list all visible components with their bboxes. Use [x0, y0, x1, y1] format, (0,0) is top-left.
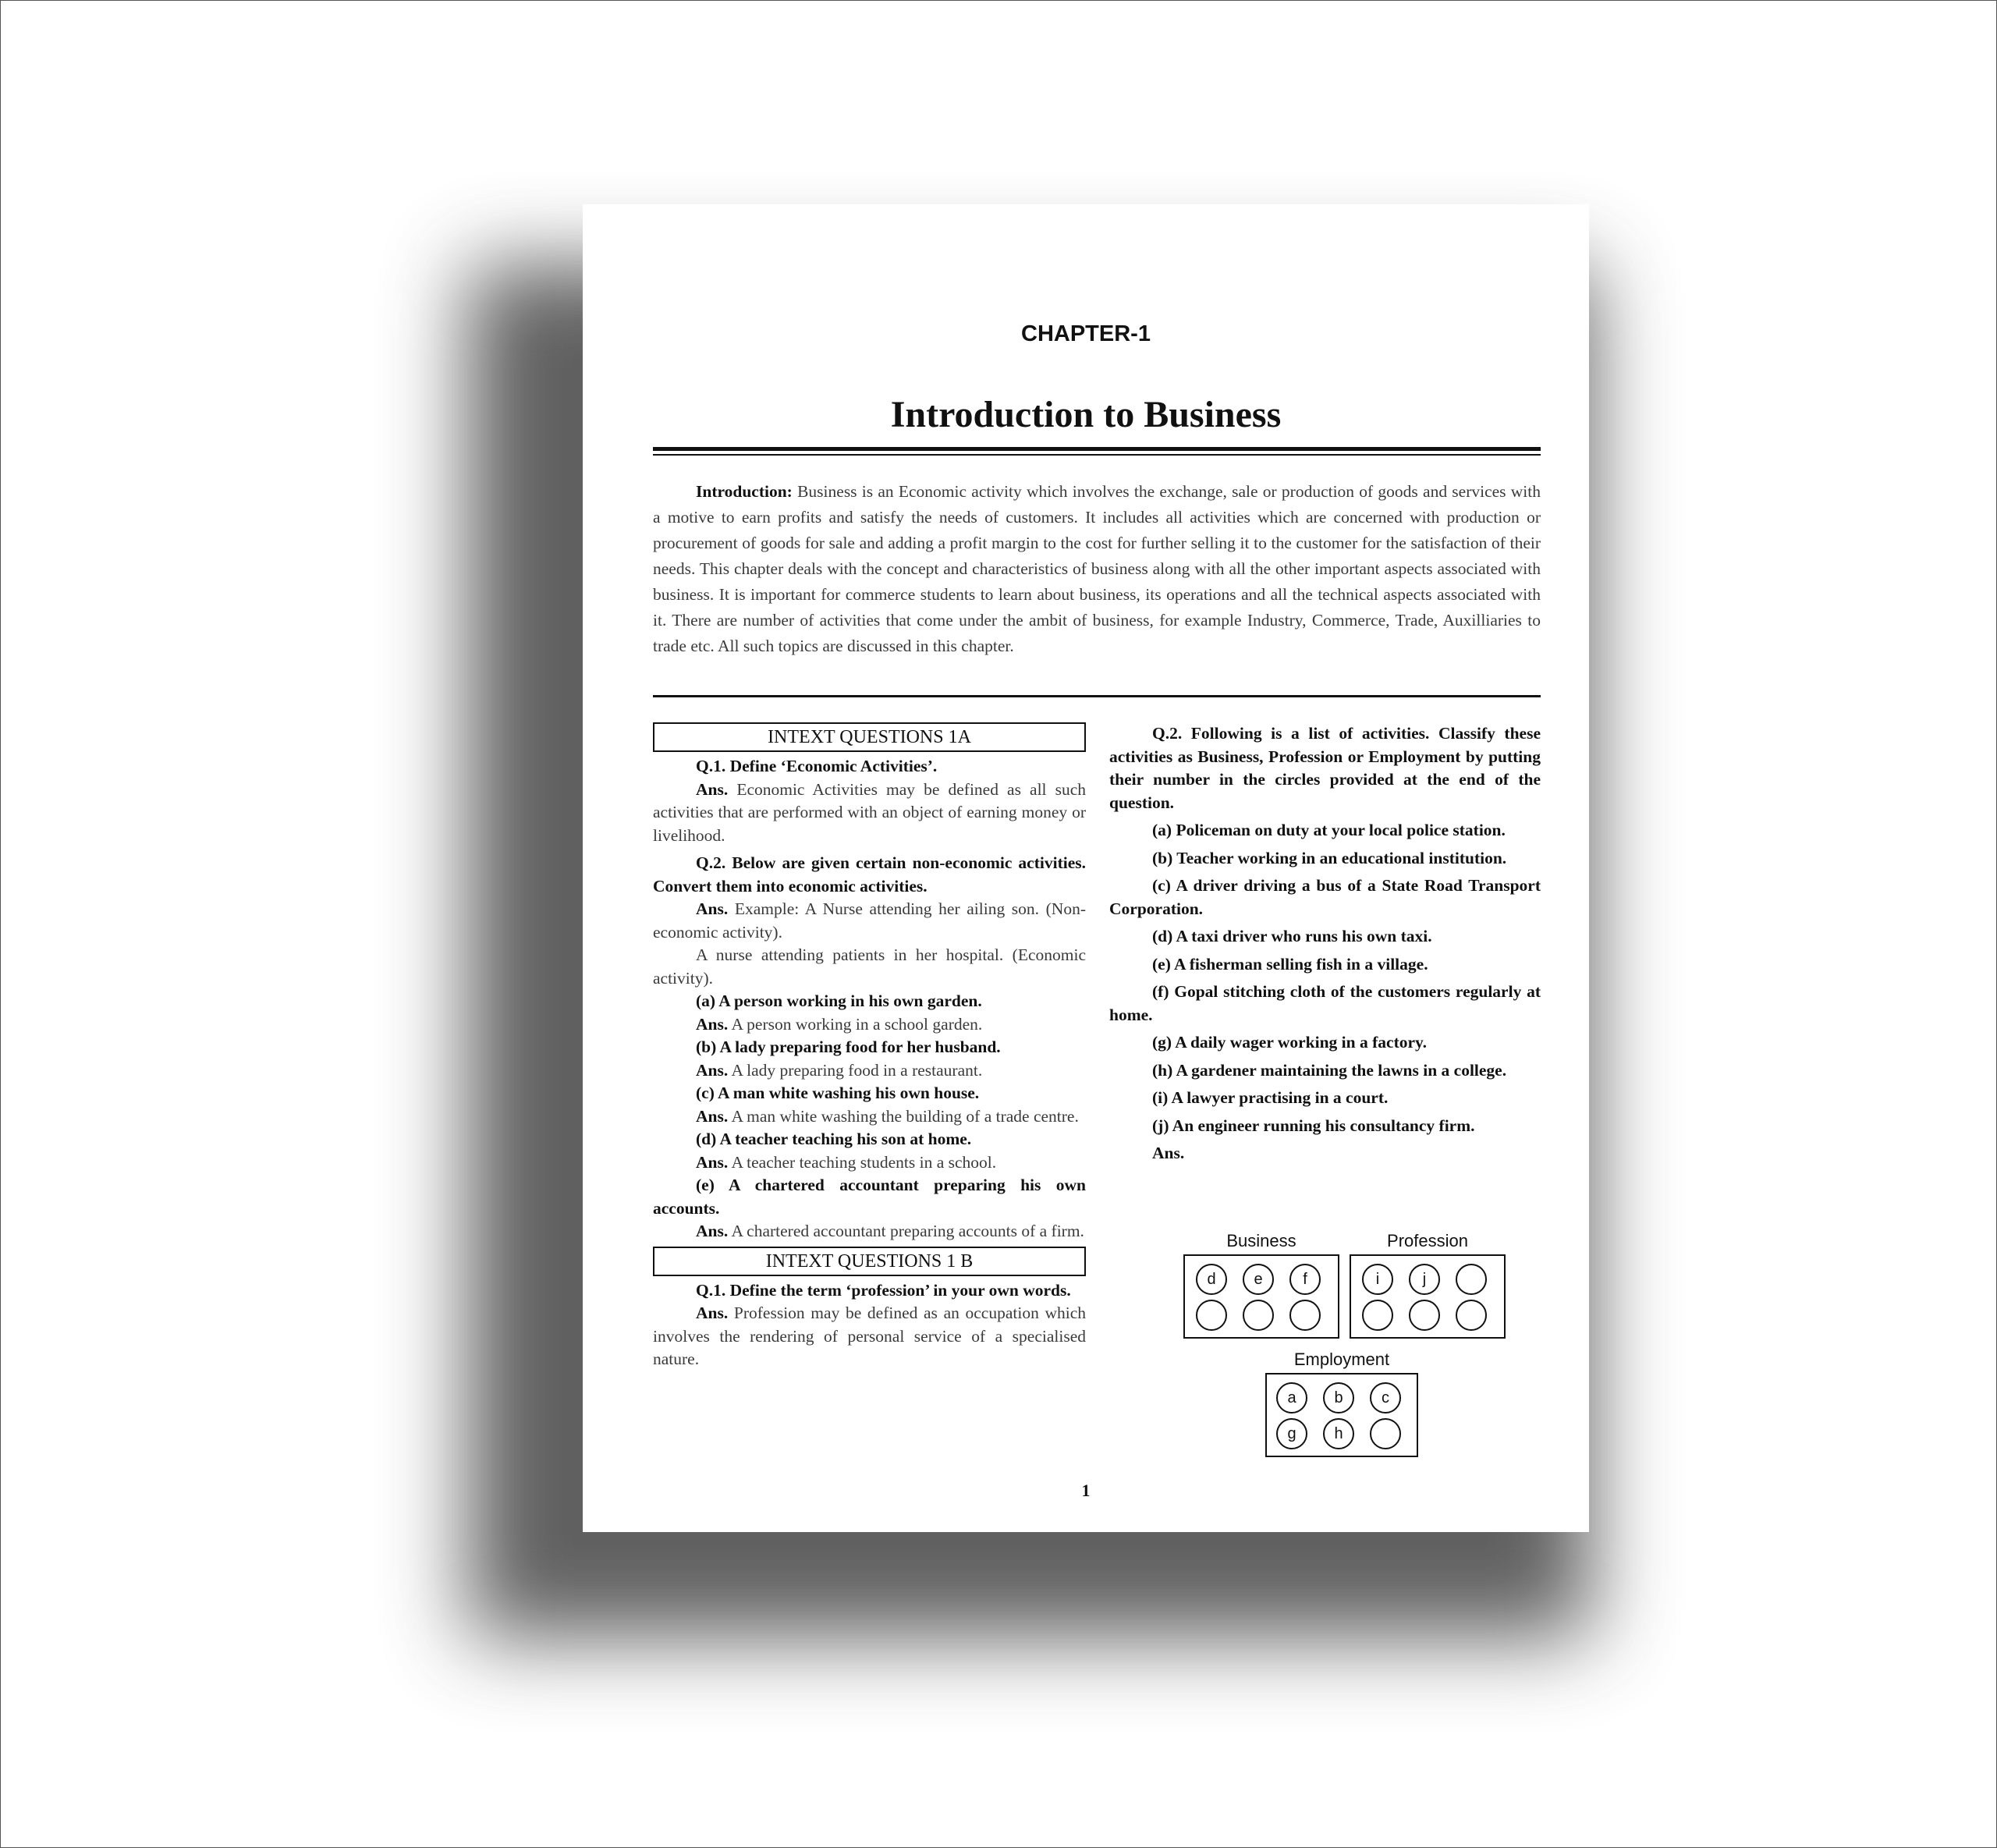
intro-paragraph — [653, 479, 1541, 659]
ans-label: Ans. — [696, 899, 729, 918]
item-question: (c) A man white washing his own house. — [696, 1084, 980, 1102]
answer-circle: h — [1323, 1418, 1354, 1449]
question-1a-1: Q.1. Define ‘Economic Activities’. — [696, 757, 938, 775]
answer-text: A lady preparing food in a restaurant. — [731, 1060, 983, 1080]
activity-item: (a) Policeman on duty at your local police station. — [1152, 821, 1506, 839]
ans-label: Ans. — [696, 1014, 729, 1034]
answer-text: A person working in a school garden. — [731, 1014, 983, 1034]
answer-circle: b — [1323, 1382, 1354, 1413]
answer-label: Ans. — [1152, 1144, 1185, 1162]
title-rule-thick — [653, 447, 1541, 451]
answer-text: Example: A Nurse attending her ailing son. (Non-economic activity). — [653, 899, 1086, 942]
question-classify: Q.2. Following is a list of activities. Classify these activities as Business, Profession or Employment by putting their number in the circles provided at the end of the question. — [1109, 724, 1541, 812]
item-question: (b) A lady preparing food for her husband. — [696, 1038, 1001, 1056]
employment-box — [1265, 1373, 1418, 1457]
activity-item: (g) A daily wager working in a factory. — [1152, 1033, 1427, 1052]
item-answer — [653, 1105, 1086, 1129]
item-answer — [653, 1059, 1086, 1083]
activity-item: (e) A fisherman selling fish in a village. — [1152, 954, 1428, 974]
activity-item: (b) Teacher working in an educational institution. — [1152, 848, 1507, 867]
section-heading-1a: INTEXT QUESTIONS 1A — [653, 722, 1086, 752]
business-label: Business — [1226, 1231, 1296, 1250]
answer-circle — [1409, 1300, 1440, 1331]
activity-item: (h) A gardener maintaining the lawns in a college. — [1152, 1060, 1507, 1080]
item-question: (e) A chartered accountant preparing his own accounts. — [653, 1176, 1086, 1218]
ans-label: Ans. — [696, 1304, 729, 1322]
answer-circle: f — [1289, 1264, 1321, 1295]
ans-label: Ans. — [696, 1152, 729, 1172]
item-answer — [653, 1013, 1086, 1037]
employment-label: Employment — [1293, 1350, 1390, 1369]
answer-circle: d — [1196, 1264, 1227, 1295]
intro-lead: Introduction: — [696, 482, 793, 501]
question-1b-1: Q.1. Define the term ‘profession’ in your own words. — [696, 1280, 1071, 1300]
answer-1a-1 — [653, 779, 1086, 848]
chapter-title: Introduction to Business — [890, 394, 1282, 435]
ans-label: Ans. — [696, 1106, 729, 1126]
business-box — [1183, 1254, 1339, 1339]
item-answer — [653, 1151, 1086, 1175]
left-column — [653, 722, 1086, 1371]
book-page — [583, 204, 1589, 1532]
answer-circle: a — [1276, 1382, 1307, 1413]
answer-circle — [1196, 1300, 1227, 1331]
answer-text: A chartered accountant preparing accounts of a firm. — [731, 1222, 1084, 1240]
answer-circle — [1456, 1264, 1487, 1295]
answer-circle — [1289, 1300, 1321, 1331]
activity-item: (d) A taxi driver who runs his own taxi. — [1152, 927, 1432, 945]
answer-circle — [1370, 1418, 1401, 1449]
intro-text: Business is an Economic activity which involves the exchange, sale or production of goods and services with a motive to earn profits and satisfy the needs of customers. It includes all activities which are concerned with production or procurement of goods for sale and adding a profit margin to the cost for further selling it to the customer for the satisfaction of their needs. This chapter deals with the concept and characteristics of business along with all the other important aspects associated with business. It is important for commerce students to learn about business, its operations and all the technical aspects associated with it. There are number of activities that come under the ambit of business, for example Industry, Commerce, Trade, Auxilliaries to trade etc. All such topics are discussed in this chapter. — [653, 482, 1541, 655]
title-rule-thin — [653, 454, 1541, 456]
answer-circle: j — [1409, 1264, 1440, 1295]
answer-circle: e — [1243, 1264, 1274, 1295]
answer-text: A teacher teaching students in a school. — [731, 1152, 997, 1172]
answer-text: Profession may be defined as an occupation which involves the rendering of personal service of a specialised nature. — [653, 1304, 1087, 1368]
answer-1a-2-example2: A nurse attending patients in her hospital. (Economic activity). — [653, 945, 1086, 988]
ans-label: Ans. — [696, 779, 729, 799]
answer-circle: c — [1370, 1382, 1401, 1413]
activity-item: (c) A driver driving a bus of a State Road Transport Corporation. — [1109, 876, 1541, 918]
item-answer — [653, 1220, 1086, 1243]
answer-1a-2-example — [653, 898, 1086, 944]
ans-label: Ans. — [696, 1222, 729, 1240]
right-column — [1109, 722, 1541, 1170]
item-question: (d) A teacher teaching his son at home. — [696, 1130, 972, 1148]
answer-circle — [1362, 1300, 1393, 1331]
activity-item: (i) A lawyer practising in a court. — [1152, 1088, 1389, 1107]
profession-label: Profession — [1387, 1231, 1468, 1250]
answer-circle — [1456, 1300, 1487, 1331]
section-heading-1b: INTEXT QUESTIONS 1 B — [653, 1247, 1086, 1276]
section-rule — [653, 695, 1541, 697]
profession-box — [1350, 1254, 1506, 1339]
answer-text: A man white washing the building of a trade centre. — [731, 1106, 1079, 1126]
ans-label: Ans. — [696, 1060, 729, 1080]
answer-text: Economic Activities may be defined as all such activities that are performed with an object of earning money or livelihood. — [653, 779, 1086, 845]
answer-circle: g — [1276, 1418, 1307, 1449]
item-question: (a) A person working in his own garden. — [696, 991, 982, 1010]
question-1a-2: Q.2. Below are given certain non-economic activities. Convert them into economic activities. — [653, 853, 1086, 896]
answer-circle — [1243, 1300, 1274, 1331]
answer-circle: i — [1362, 1264, 1393, 1295]
activity-item: (f) Gopal stitching cloth of the customers regularly at home. — [1109, 982, 1541, 1024]
chapter-label: CHAPTER-1 — [1021, 321, 1151, 346]
classification-diagram — [1183, 1231, 1511, 1473]
activity-item: (j) An engineer running his consultancy firm. — [1152, 1116, 1475, 1135]
page-number: 1 — [1081, 1481, 1091, 1500]
answer-1b-1 — [653, 1302, 1086, 1371]
